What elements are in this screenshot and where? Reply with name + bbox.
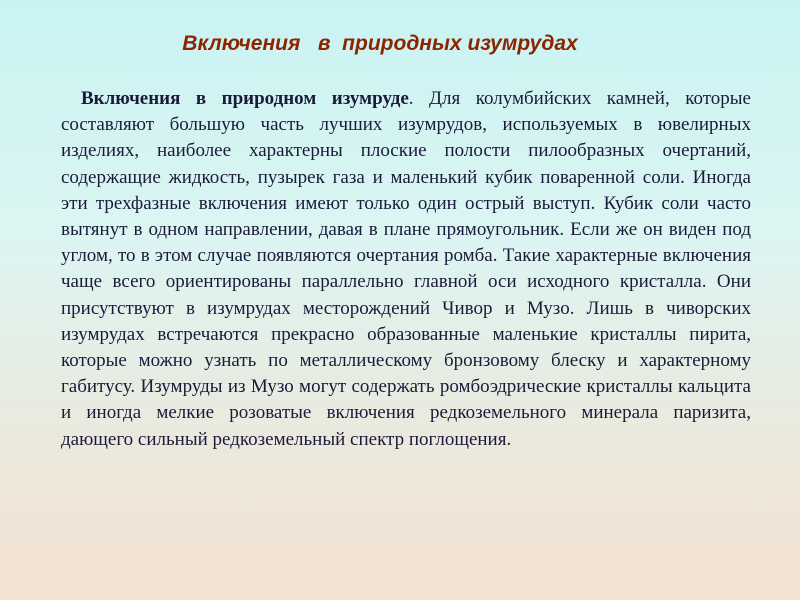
slide-title: Включения в природных изумрудах — [182, 32, 578, 55]
paragraph-lead: Включения в природном изумруде — [81, 88, 409, 109]
paragraph-text: . Для колумбийских камней, которые составляют большую часть лучших изумрудов, используемых в ювелирных изделиях, наиболее характерны плоские полости пилообразных очертаний, содержащие жидкость, пузырек газа и маленький кубик поваренной соли. Иногда эти трехфазные включения имеют только один острый выступ. Кубик соли часто вытянут в одном направлении, давая в плане прямоугольник. Если же он виден под углом, то в этом случае появляются очертания ромба. Такие характерные включения чаще всего ориентированы параллельно главной оси исходного кристалла. Они присутствуют в изумрудах месторождений Чивор и Музо. Лишь в чиворских изумрудах встречаются прекрасно образованные маленькие кристаллы пирита, которые можно узнать по металлическому бронзовому блеску и характерному габитусу. Изумруды из Музо могут содержать ромбоэдрические кристаллы кальцита и иногда мелкие розоватые включения редкоземельного минерала паризита, дающего сильный редкоземельный спектр поглощения. — [61, 88, 751, 450]
body-paragraph — [61, 86, 751, 453]
